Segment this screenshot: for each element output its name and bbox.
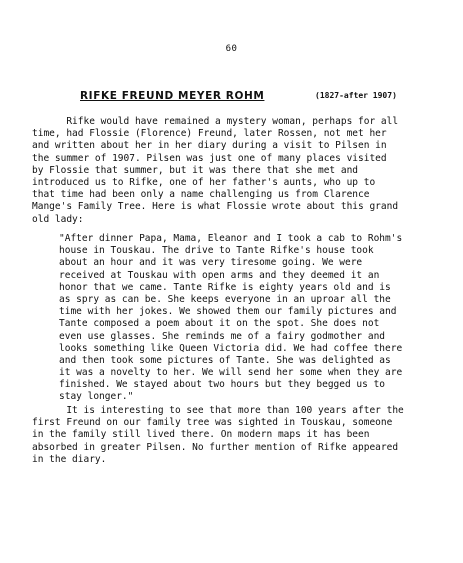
quote-line: "After dinner Papa, Mama, Eleanor and I took a cab to Rohm's — [59, 233, 403, 244]
paragraph-line: time, had Flossie (Florence) Freund, later Rossen, not met her — [32, 128, 387, 140]
paragraph-line: and written about her in her diary during a visit to Pilsen in — [32, 140, 387, 152]
paragraph-line: Rifke would have remained a mystery woman, perhaps for all — [32, 116, 399, 127]
paragraph-line: absorbed in greater Pilsen. No further mention of Rifke appeared — [32, 441, 399, 453]
paragraph-line: in the family still lived there. On modern maps it has been — [32, 429, 370, 441]
quote-line: as spry as can be. She keeps everyone in an uproar all the — [59, 293, 391, 305]
quote-line: stay longer." — [59, 391, 134, 403]
paragraph-line: It is interesting to see that more than 100 years after the — [32, 405, 404, 416]
paragraph-line: by Flossie that summer, but it was there that she met and — [32, 164, 359, 176]
paragraph-line: Mange's Family Tree. Here is what Flossie wrote about this grand — [32, 201, 399, 213]
paragraph-line: the summer of 1907. Pilsen was just one of many places visited — [32, 152, 387, 164]
quote-line: it was a novelty to her. We will send her some when they are — [59, 367, 403, 379]
paragraph-line: old lady: — [32, 213, 84, 225]
paragraph-line: that time had been only a name challenging us from Clarence — [32, 189, 370, 201]
closing-paragraph — [32, 405, 437, 466]
page-number: 60 — [225, 44, 238, 54]
section-heading — [80, 90, 410, 104]
diary-quote — [59, 233, 444, 404]
heading-dates: (1827-after 1907) — [315, 91, 397, 100]
quote-line: looks something like Queen Victoria did. We had coffee there — [59, 342, 403, 354]
paragraph-line: first Freund on our family tree was sighted in Touskau, someone — [32, 417, 393, 429]
quote-line: about an hour and it was very tiresome going. We were — [59, 257, 363, 269]
heading-title: RIFKE FREUND MEYER ROHM — [80, 90, 265, 102]
paragraph-line: in the diary. — [32, 453, 107, 465]
quote-line: Tante composed a poem about it on the spot. She does not — [59, 318, 380, 330]
quote-line: honor that we came. Tante Rifke is eighty years old and is — [59, 281, 391, 293]
quote-line: received at Touskau with open arms and they deemed it an — [59, 269, 380, 281]
paragraph-line: introduced us to Rifke, one of her father's aunts, who up to — [32, 176, 376, 188]
intro-paragraph — [32, 116, 437, 226]
quote-line: even use glasses. She reminds me of a fairy godmother and — [59, 330, 386, 342]
quote-line: and then took some pictures of Tante. She was delighted as — [59, 354, 391, 366]
quote-line: house in Touskau. The drive to Tante Rifke's house took — [59, 245, 374, 257]
quote-line: finished. We stayed about two hours but they begged us to — [59, 379, 386, 391]
quote-line: time with her jokes. We showed them our family pictures and — [59, 306, 397, 318]
